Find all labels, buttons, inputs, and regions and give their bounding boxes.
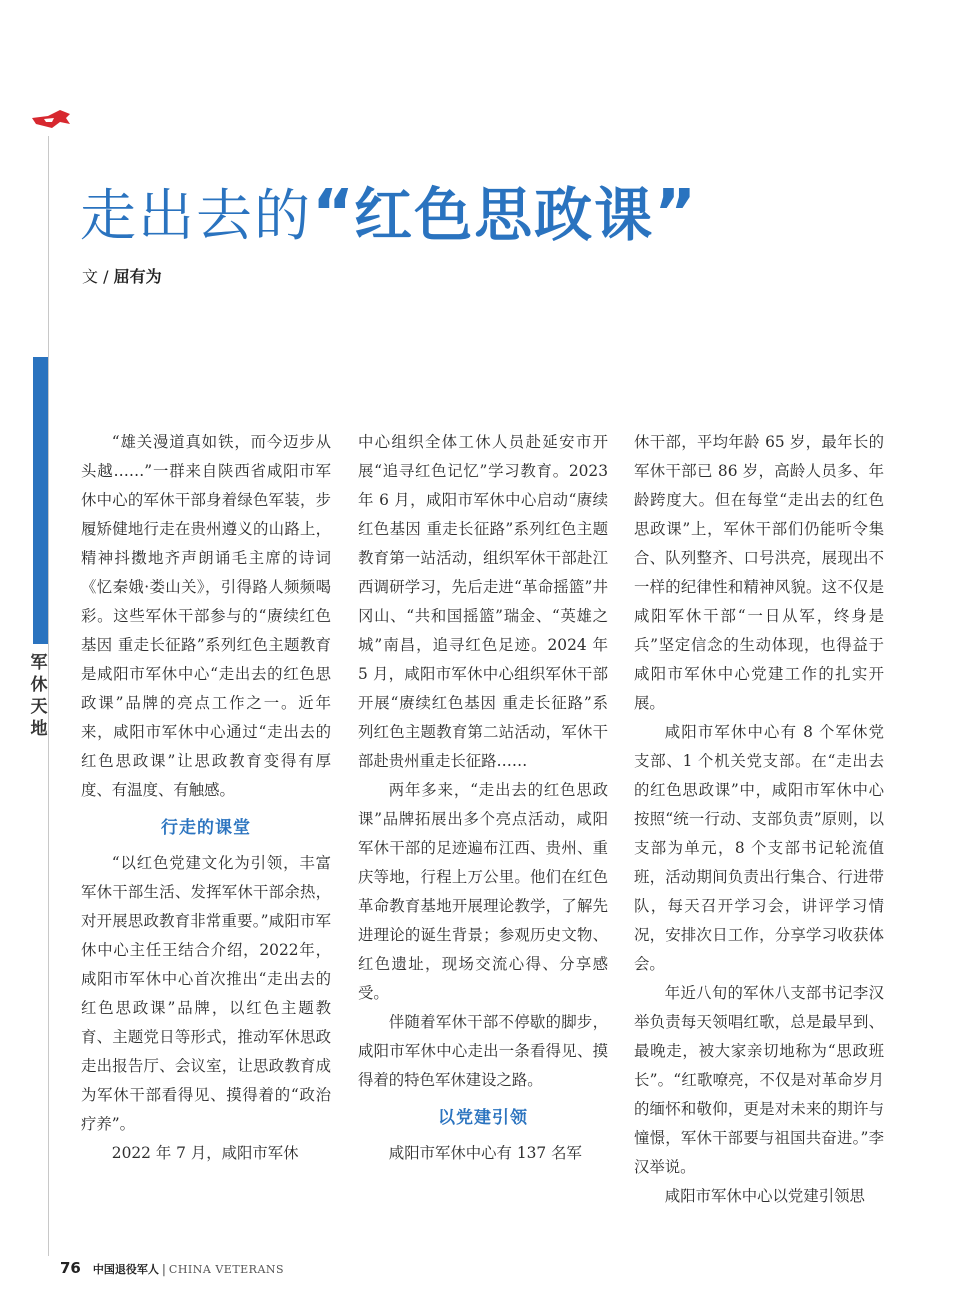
section-label: 军 休 天 地 [30, 653, 48, 739]
paragraph: 咸阳市军休中心有 8 个军休党支部、1 个机关党支部。在“走出去的红色思政课”中，咸阳市军休中心按照“统一行动、支部负责”原则，以支部为单元，8 个支部书记轮流值班，活动期间负责出行集合、行进带队，每天召开学习会，讲评学习情况，安排次日工作，分享学习收获体会。 [634, 723, 884, 973]
text-column-3 [634, 428, 884, 1211]
byline-prefix: 文 / [82, 267, 114, 286]
footer-separator: | [161, 1262, 166, 1276]
author-name: 屈有为 [113, 267, 162, 286]
title-close-quote: ” [654, 177, 697, 251]
paragraph: “雄关漫道真如铁，而今迈步从头越……”一群来自陕西省咸阳市军休中心的军休干部身着绿色军装，步履矫健地行走在贵州遵义的山路上，精神抖擞地齐声朗诵毛主席的诗词《忆秦娥·娄山关》，引得路人频频喝彩。这些军休干部参与的“赓续红色基因 重走长征路”系列红色主题教育是咸阳市军休中心“走出去的红色思政课”品牌的亮点工作之一。近年来，咸阳市军休中心通过“走出去的红色思政课”让思政教育变得有厚度、有温度、有触感。 [81, 433, 331, 799]
paragraph: 咸阳市军休中心以党建引领思 [664, 1187, 865, 1205]
magazine-name-en: CHINA VETERANS [168, 1263, 285, 1276]
paragraph: 中心组织全体工休人员赴延安市开展“追寻红色记忆”学习教育。2023 年 6 月，咸阳市军休中心启动“赓续红色基因 重走长征路”系列红色主题教育第一站活动，组织军休干部赴江西调研学习，先后走进“革命摇篮”井冈山、“共和国摇篮”瑞金、“英雄之城”南昌，追寻红色足迹。2024 年 5 月，咸阳市军休中心组织军休干部开展“赓续红色基因 重走长征路”系列红色主题教育第二站活动，军休干部赴贵州重走长征路…… [358, 433, 608, 770]
text-column-2 [358, 428, 608, 1168]
page-footer [60, 1258, 284, 1277]
paragraph: 两年多来，“走出去的红色思政课”品牌拓展出多个亮点活动，咸阳军休干部的足迹遍布江西、贵州、重庆等地，行程上万公里。他们在红色革命教育基地开展理论教学，了解先进理论的诞生背景；参观历史文物、红色遗址，现场交流心得、分享感受。 [358, 781, 608, 1002]
red-flag-logo-icon [30, 108, 72, 134]
byline [82, 264, 162, 287]
paragraph: “以红色党建文化为引领，丰富军休干部生活、发挥军休干部余热，对开展思政教育非常重要。”咸阳市军休中心主任王结合介绍，2022年，咸阳市军休中心首次推出“走出去的红色思政课”品牌，以红色主题教育、主题党日等形式，推动军休思政走出报告厅、会议室，让思政教育成为军休干部看得见、摸得着的“政治疗养”。 [81, 854, 331, 1133]
text-column-1 [81, 428, 331, 1168]
title-light-part: 走出去的 [80, 184, 312, 249]
title-open-quote: “ [312, 177, 355, 251]
section-heading: 以党建引领 [438, 1108, 528, 1128]
paragraph: 年近八旬的军休八支部书记李汉举负责每天领唱红歌，总是最早到、最晚走，被大家亲切地称为“思政班长”。“红歌嘹亮，不仅是对革命岁月的缅怀和敬仰，更是对未来的期许与憧憬，军休干部要与祖国共奋进。”李汉举说。 [634, 984, 884, 1176]
paragraph: 伴随着军休干部不停歇的脚步，咸阳市军休中心走出一条看得见、摸得着的特色军休建设之路。 [358, 1013, 608, 1089]
paragraph: 咸阳市军休中心有 137 名军 [388, 1144, 582, 1162]
section-color-bar [33, 357, 48, 644]
paragraph: 休干部，平均年龄 65 岁，最年长的军休干部已 86 岁，高龄人员多、年龄跨度大。但在每堂“走出去的红色思政课”上，军休干部们仍能听令集合、队列整齐、口号洪亮，展现出不一样的纪律性和精神风貌。这不仅是咸阳军休干部“一日从军，终身是兵”坚定信念的生动体现，也得益于咸阳市军休中心党建工作的扎实开展。 [634, 433, 884, 712]
section-heading: 行走的课堂 [161, 818, 251, 838]
title-bold-part: 红色思政课 [354, 181, 655, 249]
magazine-name-cn: 中国退役军人 [92, 1263, 159, 1276]
paragraph: 2022 年 7 月，咸阳市军休 [111, 1144, 299, 1162]
article-title [80, 174, 696, 254]
page-number: 76 [60, 1259, 81, 1277]
